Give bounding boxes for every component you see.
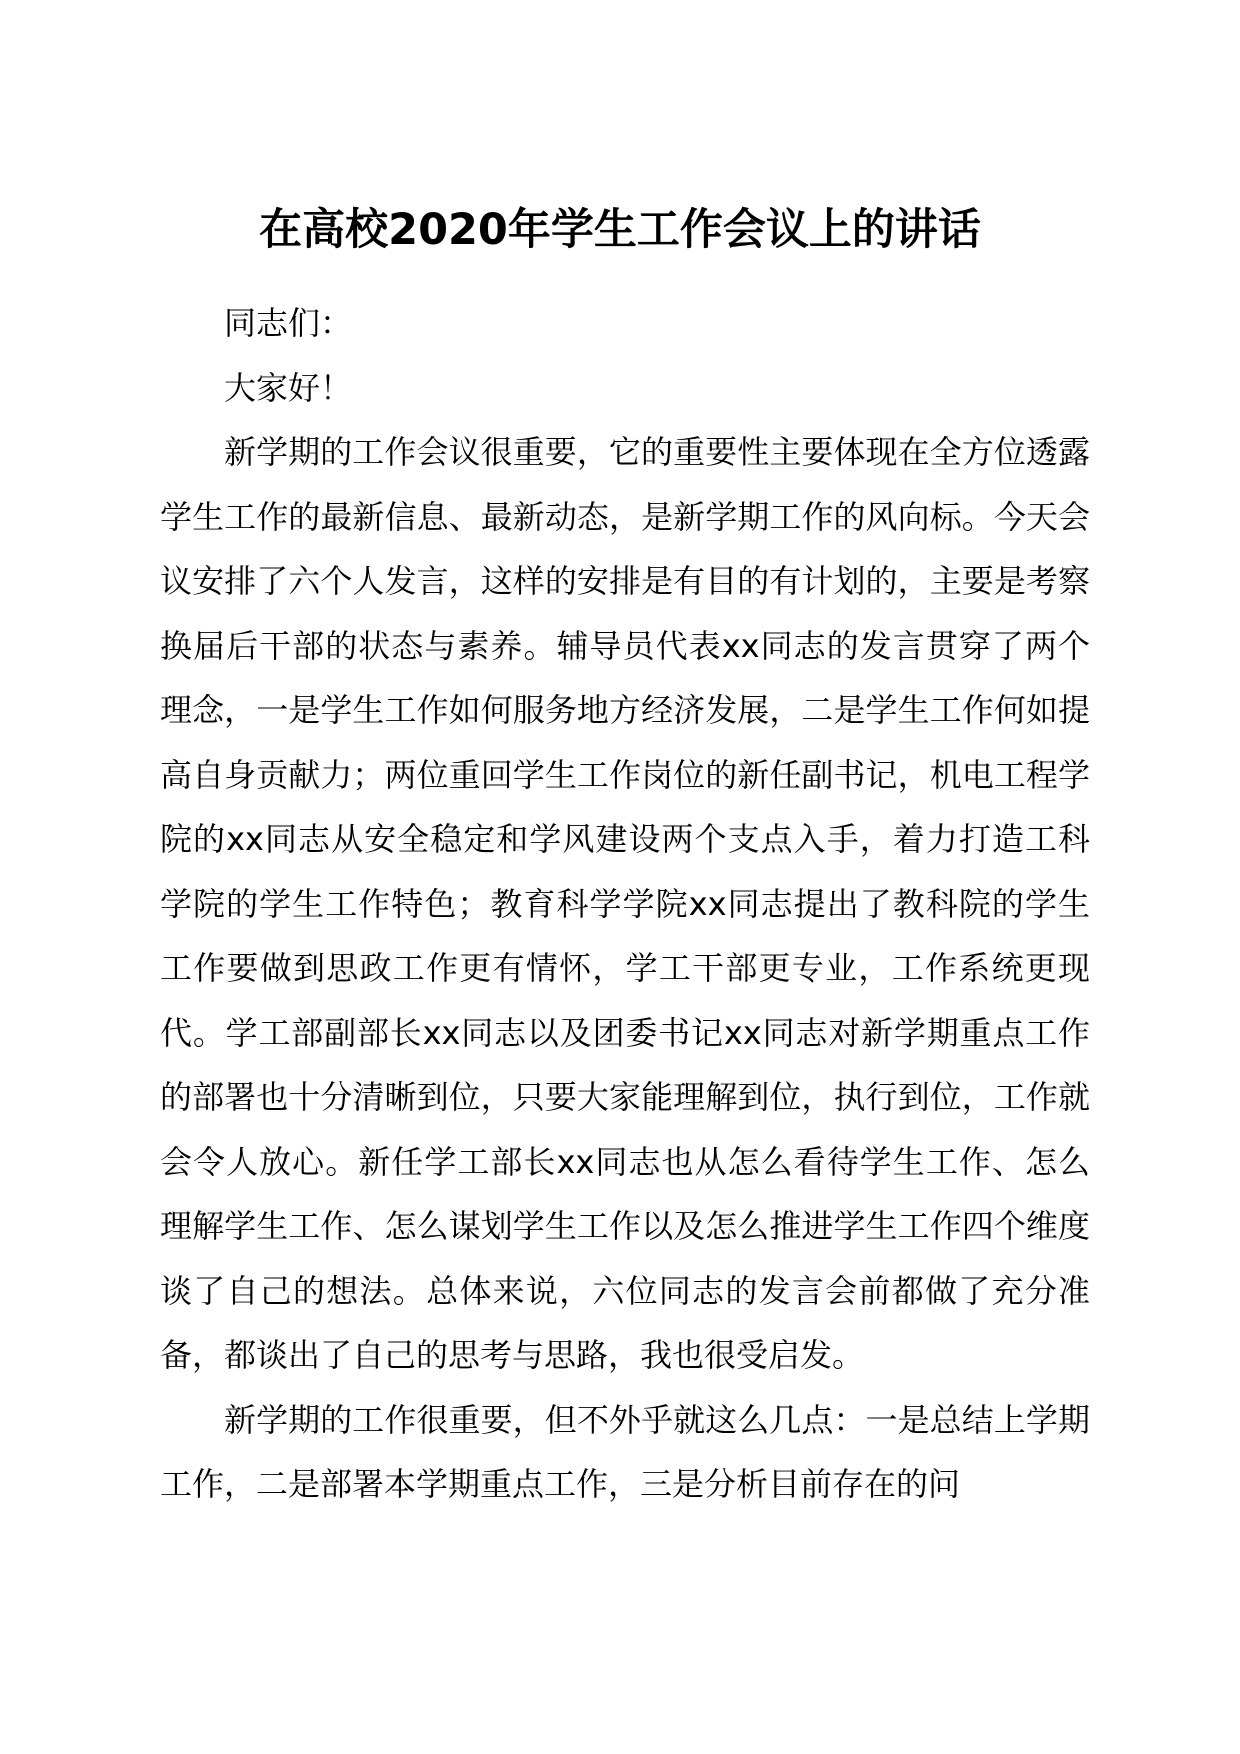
paragraph: 新学期的工作很重要，但不外乎就这么几点：一是总结上学期工作，二是部署本学期重点工作，三是分析目前存在的问 bbox=[160, 1400, 1090, 1503]
salutation: 同志们： bbox=[224, 304, 353, 342]
document-body bbox=[160, 291, 1090, 1517]
document-title: 在高校2020年学生工作会议上的讲话 bbox=[259, 205, 981, 255]
paragraph: 新学期的工作会议很重要，它的重要性主要体现在全方位透露学生工作的最新信息、最新动态，是新学期工作的风向标。今天会议安排了六个人发言，这样的安排是有目的有计划的，主要是考察换届后干部的状态与素养。辅导员代表xx同志的发言贯穿了两个理念，一是学生工作如何服务地方经济发展，二是学生工作何如提高自身贡献力；两位重回学生工作岗位的新任副书记，机电工程学院的xx同志从安全稳定和学风建设两个支点入手，着力打造工科学院的学生工作特色；教育科学学院xx同志提出了教科院的学生工作要做到思政工作更有情怀，学工干部更专业，工作系统更现代。学工部副部长xx同志以及团委书记xx同志对新学期重点工作的部署也十分清晰到位，只要大家能理解到位，执行到位，工作就会令人放心。新任学工部长xx同志也从怎么看待学生工作、怎么理解学生工作、怎么谋划学生工作以及怎么推进学生工作四个维度谈了自己的想法。总体来说，六位同志的发言会前都做了充分准备，都谈出了自己的思考与思路，我也很受启发。 bbox=[160, 433, 1090, 1374]
greeting: 大家好！ bbox=[224, 368, 353, 407]
